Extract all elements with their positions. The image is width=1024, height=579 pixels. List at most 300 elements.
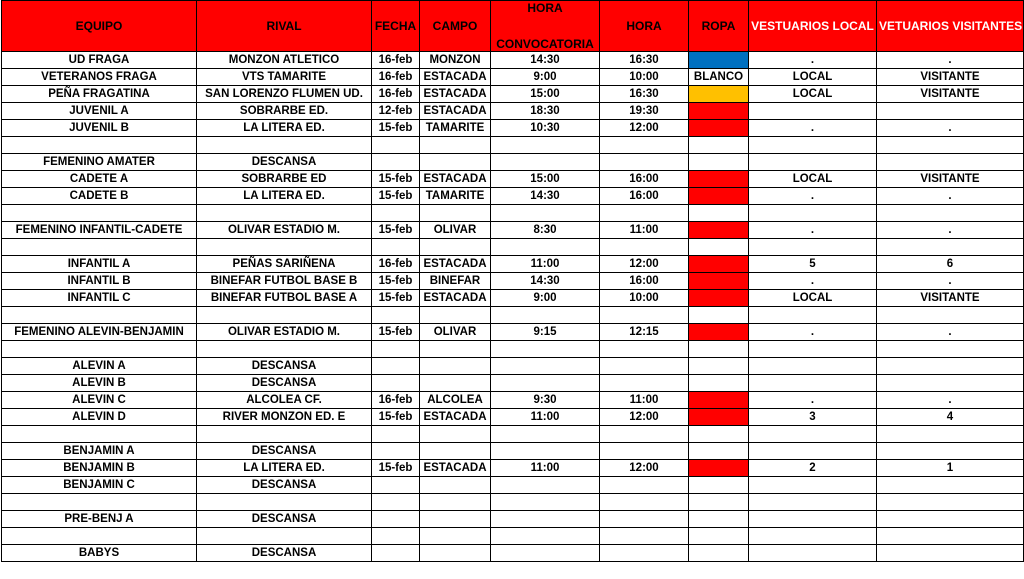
cell-rival: OLIVAR ESTADIO M. (197, 324, 372, 341)
cell-fecha: 15-feb (372, 460, 420, 477)
cell-vestuario-visitante: 6 (877, 256, 1024, 273)
cell-vestuario-visitante: . (877, 120, 1024, 137)
cell-equipo: BENJAMIN B (2, 460, 197, 477)
cell-hora-convocatoria (491, 375, 600, 392)
table-row (2, 511, 1024, 528)
cell-vestuario-visitante: . (877, 392, 1024, 409)
header-fecha: FECHA (372, 1, 420, 52)
cell-hora-convocatoria: 18:30 (491, 103, 600, 120)
table-row (2, 103, 1024, 120)
cell-hora-convocatoria (491, 528, 600, 545)
cell-hora-convocatoria: 9:00 (491, 69, 600, 86)
table-row (2, 460, 1024, 477)
cell-vestuario-visitante (877, 239, 1024, 256)
cell-rival: BINEFAR FUTBOL BASE A (197, 290, 372, 307)
cell-hora: 12:00 (600, 409, 689, 426)
table-row (2, 545, 1024, 562)
cell-vestuario-local (749, 239, 877, 256)
header-campo: CAMPO (420, 1, 491, 52)
cell-fecha: 15-feb (372, 120, 420, 137)
cell-equipo: FEMENINO AMATER (2, 154, 197, 171)
cell-campo (420, 375, 491, 392)
cell-equipo: JUVENIL B (2, 120, 197, 137)
cell-vestuario-visitante: VISITANTE (877, 86, 1024, 103)
cell-ropa (689, 545, 749, 562)
cell-fecha: 15-feb (372, 273, 420, 290)
cell-rival (197, 205, 372, 222)
cell-equipo (2, 494, 197, 511)
cell-equipo: FEMENINO INFANTIL-CADETE (2, 222, 197, 239)
cell-equipo: VETERANOS FRAGA (2, 69, 197, 86)
table-row (2, 307, 1024, 324)
cell-vestuario-local: LOCAL (749, 69, 877, 86)
header-rival: RIVAL (197, 1, 372, 52)
table-row (2, 205, 1024, 222)
cell-fecha: 15-feb (372, 171, 420, 188)
cell-vestuario-local (749, 528, 877, 545)
cell-ropa (689, 375, 749, 392)
cell-vestuario-local: . (749, 120, 877, 137)
cell-hora-convocatoria (491, 494, 600, 511)
cell-fecha (372, 545, 420, 562)
cell-ropa (689, 494, 749, 511)
cell-vestuario-visitante: . (877, 188, 1024, 205)
cell-vestuario-visitante: . (877, 52, 1024, 69)
cell-equipo: UD FRAGA (2, 52, 197, 69)
cell-hora: 12:15 (600, 324, 689, 341)
cell-equipo: BENJAMIN A (2, 443, 197, 460)
cell-equipo (2, 341, 197, 358)
cell-fecha (372, 239, 420, 256)
cell-hora-convocatoria: 8:30 (491, 222, 600, 239)
cell-hora (600, 511, 689, 528)
cell-fecha: 16-feb (372, 69, 420, 86)
cell-ropa (689, 392, 749, 409)
cell-fecha (372, 358, 420, 375)
cell-campo: ALCOLEA (420, 392, 491, 409)
cell-rival: SOBRARBE ED. (197, 103, 372, 120)
cell-campo: MONZON (420, 52, 491, 69)
cell-vestuario-local (749, 137, 877, 154)
cell-hora-convocatoria: 10:30 (491, 120, 600, 137)
cell-hora: 11:00 (600, 222, 689, 239)
cell-campo (420, 137, 491, 154)
cell-equipo (2, 307, 197, 324)
cell-rival: VTS TAMARITE (197, 69, 372, 86)
cell-fecha (372, 307, 420, 324)
schedule-table (1, 0, 1024, 562)
cell-rival: RIVER MONZON ED. E (197, 409, 372, 426)
cell-vestuario-visitante (877, 494, 1024, 511)
cell-hora-convocatoria (491, 477, 600, 494)
cell-equipo (2, 528, 197, 545)
table-row (2, 154, 1024, 171)
cell-campo (420, 511, 491, 528)
cell-ropa (689, 205, 749, 222)
cell-rival: DESCANSA (197, 375, 372, 392)
cell-vestuario-visitante: 4 (877, 409, 1024, 426)
cell-rival: BINEFAR FUTBOL BASE B (197, 273, 372, 290)
cell-equipo (2, 426, 197, 443)
cell-equipo: ALEVIN D (2, 409, 197, 426)
cell-vestuario-local (749, 341, 877, 358)
cell-hora: 11:00 (600, 392, 689, 409)
header-hora: HORA (600, 1, 689, 52)
cell-ropa (689, 222, 749, 239)
cell-rival: DESCANSA (197, 511, 372, 528)
cell-fecha: 15-feb (372, 409, 420, 426)
cell-hora (600, 545, 689, 562)
cell-rival: LA LITERA ED. (197, 188, 372, 205)
cell-fecha (372, 494, 420, 511)
cell-hora: 10:00 (600, 69, 689, 86)
cell-equipo: JUVENIL A (2, 103, 197, 120)
cell-hora-convocatoria: 14:30 (491, 52, 600, 69)
cell-vestuario-local (749, 154, 877, 171)
table-row (2, 86, 1024, 103)
cell-hora-convocatoria: 11:00 (491, 409, 600, 426)
cell-ropa (689, 103, 749, 120)
cell-fecha: 16-feb (372, 256, 420, 273)
cell-fecha: 12-feb (372, 103, 420, 120)
cell-vestuario-local: . (749, 324, 877, 341)
cell-fecha (372, 477, 420, 494)
cell-rival (197, 494, 372, 511)
cell-hora-convocatoria: 14:30 (491, 188, 600, 205)
cell-rival: SAN LORENZO FLUMEN UD. (197, 86, 372, 103)
cell-equipo: FEMENINO ALEVIN-BENJAMIN (2, 324, 197, 341)
cell-hora: 12:00 (600, 460, 689, 477)
cell-equipo: ALEVIN C (2, 392, 197, 409)
cell-vestuario-visitante (877, 205, 1024, 222)
cell-hora (600, 341, 689, 358)
cell-vestuario-visitante: VISITANTE (877, 290, 1024, 307)
cell-hora-convocatoria (491, 545, 600, 562)
cell-rival: SOBRARBE ED (197, 171, 372, 188)
cell-hora (600, 205, 689, 222)
cell-hora-convocatoria: 11:00 (491, 256, 600, 273)
cell-vestuario-local: . (749, 222, 877, 239)
cell-vestuario-local (749, 205, 877, 222)
cell-hora (600, 137, 689, 154)
table-row (2, 137, 1024, 154)
table-row (2, 171, 1024, 188)
cell-campo: ESTACADA (420, 256, 491, 273)
cell-rival: DESCANSA (197, 358, 372, 375)
cell-ropa: BLANCO (689, 69, 749, 86)
cell-rival: OLIVAR ESTADIO M. (197, 222, 372, 239)
cell-ropa (689, 358, 749, 375)
cell-campo: OLIVAR (420, 222, 491, 239)
cell-ropa (689, 409, 749, 426)
table-row (2, 69, 1024, 86)
cell-vestuario-local: 5 (749, 256, 877, 273)
cell-vestuario-visitante (877, 511, 1024, 528)
cell-hora: 19:30 (600, 103, 689, 120)
header-hora-convocatoria-top: HORA (527, 1, 563, 15)
table-row (2, 358, 1024, 375)
cell-hora: 16:00 (600, 188, 689, 205)
cell-vestuario-visitante (877, 545, 1024, 562)
cell-campo (420, 494, 491, 511)
table-row (2, 52, 1024, 69)
cell-vestuario-visitante (877, 477, 1024, 494)
header-equipo: EQUIPO (2, 1, 197, 52)
cell-vestuario-local (749, 494, 877, 511)
cell-hora (600, 307, 689, 324)
cell-hora (600, 494, 689, 511)
cell-vestuario-visitante (877, 528, 1024, 545)
cell-vestuario-local (749, 375, 877, 392)
table-row (2, 392, 1024, 409)
cell-rival (197, 528, 372, 545)
cell-vestuario-visitante (877, 307, 1024, 324)
cell-fecha (372, 511, 420, 528)
cell-campo (420, 443, 491, 460)
cell-vestuario-local (749, 358, 877, 375)
cell-vestuario-visitante: . (877, 273, 1024, 290)
cell-campo: ESTACADA (420, 460, 491, 477)
cell-vestuario-visitante: VISITANTE (877, 69, 1024, 86)
cell-campo (420, 477, 491, 494)
cell-campo (420, 154, 491, 171)
cell-fecha (372, 443, 420, 460)
cell-fecha: 15-feb (372, 188, 420, 205)
cell-campo (420, 358, 491, 375)
cell-vestuario-visitante: . (877, 222, 1024, 239)
table-row (2, 239, 1024, 256)
table-row (2, 341, 1024, 358)
cell-vestuario-visitante (877, 341, 1024, 358)
cell-campo (420, 341, 491, 358)
cell-hora: 16:00 (600, 273, 689, 290)
cell-ropa (689, 290, 749, 307)
cell-ropa (689, 256, 749, 273)
cell-ropa (689, 460, 749, 477)
cell-vestuario-visitante (877, 375, 1024, 392)
cell-vestuario-local (749, 307, 877, 324)
cell-rival (197, 341, 372, 358)
header-vestuarios-local: VESTUARIOS LOCAL (749, 1, 877, 52)
cell-hora-convocatoria (491, 239, 600, 256)
cell-campo: ESTACADA (420, 171, 491, 188)
table-row (2, 188, 1024, 205)
cell-equipo: CADETE B (2, 188, 197, 205)
cell-vestuario-local: . (749, 273, 877, 290)
cell-ropa (689, 188, 749, 205)
cell-equipo: PEÑA FRAGATINA (2, 86, 197, 103)
cell-rival (197, 307, 372, 324)
cell-fecha (372, 205, 420, 222)
cell-equipo: BABYS (2, 545, 197, 562)
cell-hora-convocatoria: 9:00 (491, 290, 600, 307)
header-vestuarios-visitantes: VETUARIOS VISITANTES (877, 1, 1024, 52)
header-row (2, 1, 1024, 52)
cell-fecha: 15-feb (372, 290, 420, 307)
table-row (2, 120, 1024, 137)
cell-vestuario-visitante (877, 154, 1024, 171)
cell-fecha (372, 375, 420, 392)
cell-ropa (689, 426, 749, 443)
cell-hora-convocatoria: 9:30 (491, 392, 600, 409)
cell-equipo: ALEVIN B (2, 375, 197, 392)
cell-vestuario-local: 2 (749, 460, 877, 477)
cell-vestuario-visitante: . (877, 324, 1024, 341)
cell-rival: DESCANSA (197, 443, 372, 460)
cell-campo: ESTACADA (420, 409, 491, 426)
cell-campo: ESTACADA (420, 290, 491, 307)
cell-equipo: PRE-BENJ A (2, 511, 197, 528)
cell-hora (600, 375, 689, 392)
cell-vestuario-local (749, 511, 877, 528)
cell-campo: ESTACADA (420, 69, 491, 86)
cell-rival (197, 426, 372, 443)
cell-ropa (689, 341, 749, 358)
cell-campo: BINEFAR (420, 273, 491, 290)
cell-rival: PEÑAS SARIÑENA (197, 256, 372, 273)
cell-rival: LA LITERA ED. (197, 120, 372, 137)
table-row (2, 443, 1024, 460)
cell-ropa (689, 137, 749, 154)
cell-campo: TAMARITE (420, 120, 491, 137)
cell-equipo: BENJAMIN C (2, 477, 197, 494)
header-hora-convocatoria-bottom: CONVOCATORIA (496, 37, 594, 51)
table-row (2, 409, 1024, 426)
cell-vestuario-local: . (749, 188, 877, 205)
cell-ropa (689, 171, 749, 188)
cell-hora-convocatoria (491, 307, 600, 324)
cell-fecha: 16-feb (372, 52, 420, 69)
cell-fecha: 16-feb (372, 392, 420, 409)
cell-hora-convocatoria (491, 205, 600, 222)
cell-hora-convocatoria (491, 358, 600, 375)
cell-hora (600, 358, 689, 375)
cell-campo: ESTACADA (420, 103, 491, 120)
cell-campo: ESTACADA (420, 86, 491, 103)
cell-hora (600, 477, 689, 494)
cell-ropa (689, 273, 749, 290)
cell-vestuario-local: 3 (749, 409, 877, 426)
cell-vestuario-local (749, 477, 877, 494)
cell-hora-convocatoria: 14:30 (491, 273, 600, 290)
cell-vestuario-visitante (877, 443, 1024, 460)
cell-equipo: ALEVIN A (2, 358, 197, 375)
cell-rival: ALCOLEA CF. (197, 392, 372, 409)
cell-rival: DESCANSA (197, 154, 372, 171)
cell-vestuario-visitante: 1 (877, 460, 1024, 477)
cell-hora-convocatoria (491, 443, 600, 460)
cell-equipo: CADETE A (2, 171, 197, 188)
cell-hora (600, 239, 689, 256)
table-row (2, 528, 1024, 545)
table-row (2, 426, 1024, 443)
cell-campo (420, 307, 491, 324)
cell-hora-convocatoria (491, 426, 600, 443)
cell-rival (197, 239, 372, 256)
cell-ropa (689, 154, 749, 171)
cell-hora-convocatoria: 15:00 (491, 171, 600, 188)
cell-vestuario-local: . (749, 52, 877, 69)
cell-vestuario-visitante (877, 137, 1024, 154)
cell-vestuario-visitante: VISITANTE (877, 171, 1024, 188)
cell-hora-convocatoria (491, 341, 600, 358)
header-hora-convocatoria (491, 1, 600, 52)
cell-equipo (2, 239, 197, 256)
cell-ropa (689, 307, 749, 324)
cell-equipo (2, 137, 197, 154)
cell-campo (420, 205, 491, 222)
cell-ropa (689, 528, 749, 545)
cell-hora (600, 443, 689, 460)
cell-hora (600, 528, 689, 545)
cell-vestuario-local: LOCAL (749, 171, 877, 188)
cell-vestuario-local (749, 103, 877, 120)
cell-ropa (689, 86, 749, 103)
cell-vestuario-local: . (749, 392, 877, 409)
cell-vestuario-local (749, 545, 877, 562)
cell-hora: 16:30 (600, 52, 689, 69)
cell-fecha (372, 154, 420, 171)
cell-hora: 12:00 (600, 256, 689, 273)
cell-hora-convocatoria (491, 137, 600, 154)
cell-fecha: 15-feb (372, 222, 420, 239)
table-row (2, 290, 1024, 307)
cell-rival: LA LITERA ED. (197, 460, 372, 477)
cell-ropa (689, 477, 749, 494)
cell-ropa (689, 511, 749, 528)
cell-hora: 12:00 (600, 120, 689, 137)
cell-ropa (689, 120, 749, 137)
cell-vestuario-visitante (877, 358, 1024, 375)
cell-vestuario-local: LOCAL (749, 86, 877, 103)
table-row (2, 494, 1024, 511)
cell-hora (600, 154, 689, 171)
cell-campo (420, 426, 491, 443)
table-row (2, 256, 1024, 273)
cell-hora-convocatoria: 9:15 (491, 324, 600, 341)
cell-vestuario-local: LOCAL (749, 290, 877, 307)
cell-rival (197, 137, 372, 154)
cell-hora-convocatoria: 11:00 (491, 460, 600, 477)
header-ropa: ROPA (689, 1, 749, 52)
cell-hora: 16:30 (600, 86, 689, 103)
cell-fecha (372, 137, 420, 154)
cell-ropa (689, 52, 749, 69)
cell-vestuario-visitante (877, 426, 1024, 443)
cell-campo (420, 545, 491, 562)
cell-hora: 16:00 (600, 171, 689, 188)
cell-fecha: 16-feb (372, 86, 420, 103)
cell-hora-convocatoria (491, 154, 600, 171)
cell-campo: OLIVAR (420, 324, 491, 341)
cell-fecha (372, 341, 420, 358)
cell-fecha (372, 426, 420, 443)
cell-equipo (2, 205, 197, 222)
cell-fecha: 15-feb (372, 324, 420, 341)
cell-ropa (689, 239, 749, 256)
cell-ropa (689, 443, 749, 460)
cell-hora-convocatoria: 15:00 (491, 86, 600, 103)
cell-vestuario-local (749, 443, 877, 460)
cell-rival: DESCANSA (197, 477, 372, 494)
cell-campo (420, 528, 491, 545)
cell-ropa (689, 324, 749, 341)
cell-equipo: INFANTIL C (2, 290, 197, 307)
table-row (2, 222, 1024, 239)
cell-rival: MONZON ATLETICO (197, 52, 372, 69)
table-row (2, 273, 1024, 290)
cell-hora: 10:00 (600, 290, 689, 307)
